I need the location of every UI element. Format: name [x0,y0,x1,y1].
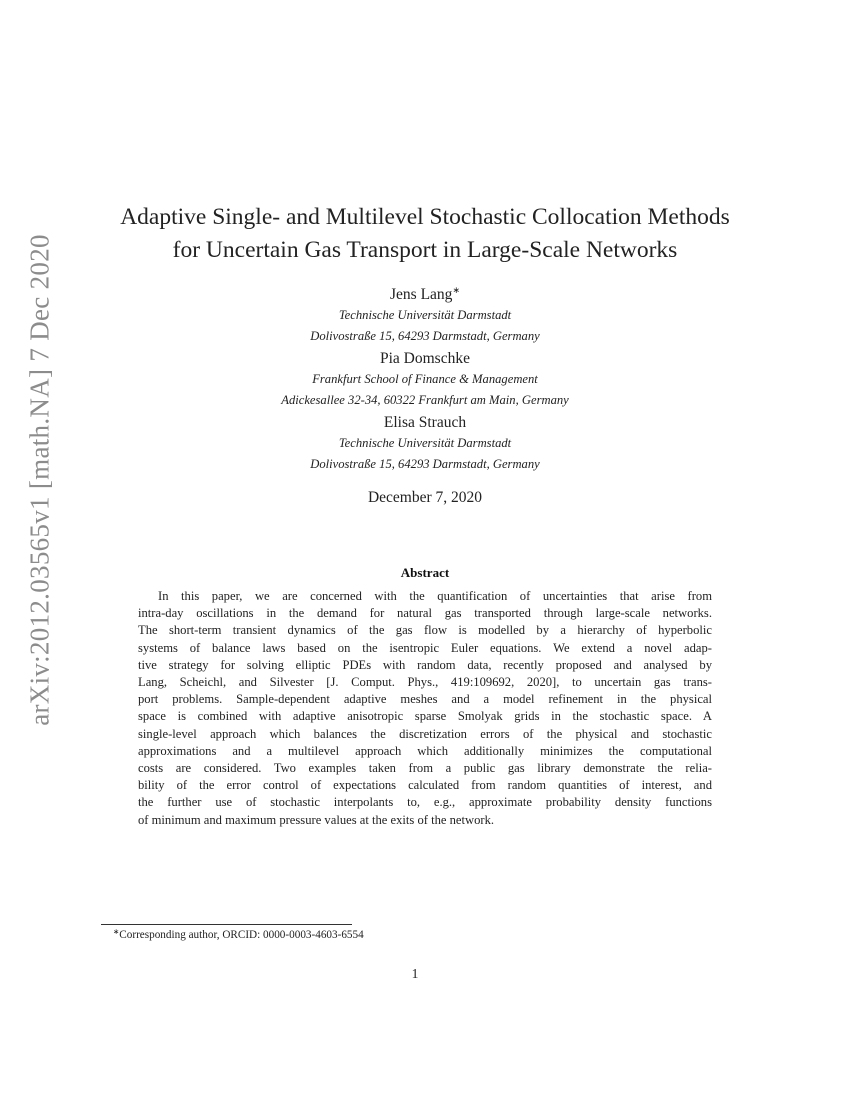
abstract-line: systems of balance laws based on the isentropic Euler equations. We extend a novel adap- [138,640,712,655]
abstract-line: of minimum and maximum pressure values at the exits of the network. [138,812,495,827]
author-address: Adickesallee 32-34, 60322 Frankfurt am Main, Germany [281,393,569,407]
title-line: for Uncertain Gas Transport in Large-Scale Networks [172,237,678,263]
author-address: Dolivostraße 15, 64293 Darmstadt, Germany [310,457,540,471]
footnote-marker: ∗ [452,285,460,295]
abstract-line: port problems. Sample-dependent adaptive meshes and a model refinement in the physical [138,692,712,707]
abstract-line: costs are considered. Two examples taken from a public gas library demonstrate the relia- [138,761,712,776]
paper-title [100,201,750,267]
publication-date: December 7, 2020 [367,489,483,506]
abstract-line: bility of the error control of expectations calculated from random quantities of interest, and [138,778,712,793]
author-name: Jens Lang [390,286,453,303]
title-line: Adaptive Single- and Multilevel Stochastic Collocation Methods [120,204,730,230]
abstract-line: intra-day oscillations in the demand for natural gas transported through large-scale networks. [138,606,712,621]
footnote-divider [101,924,352,925]
author-affiliation: Technische Universität Darmstadt [338,308,512,322]
author-list [150,284,700,476]
author-affiliation: Technische Universität Darmstadt [338,436,512,450]
footnote-text: Corresponding author, ORCID: 0000-0003-4603-6554 [119,929,364,941]
footnote-marker: ∗ [113,927,120,936]
author-name: Elisa Strauch [383,414,467,431]
abstract-line: Lang, Scheichl, and Silvester [J. Comput. Phys., 419:109692, 2020], to uncertain gas trans- [138,675,712,690]
arxiv-watermark [17,234,62,726]
abstract-line: The short-term transient dynamics of the gas flow is modelled by a hierarchy of hyperbolic [138,623,712,638]
footnote [113,929,613,941]
abstract-line: approximations and a multilevel approach which additionally minimizes the computational [138,743,712,758]
author-entry [150,284,700,347]
author-affiliation: Frankfurt School of Finance & Management [312,372,538,386]
abstract-line: space is combined with adaptive anisotropic sparse Smolyak grids in the stochastic space. A [138,709,712,724]
arxiv-identifier: arXiv:2012.03565v1 [math.NA] 7 Dec 2020 [24,234,54,726]
author-entry [150,348,700,411]
abstract-line: In this paper, we are concerned with the quantification of uncertainties that arise from [158,589,712,603]
author-entry [150,412,700,475]
abstract-line: single-level approach which balances the discretization errors of the physical and stochastic [138,726,712,741]
abstract-line: the further use of stochastic interpolants to, e.g., approximate probability density functions [138,795,712,810]
page-number: 1 [411,966,419,981]
author-name: Pia Domschke [380,350,470,367]
abstract-body [138,588,712,829]
author-address: Dolivostraße 15, 64293 Darmstadt, Germany [310,329,540,343]
abstract-heading: Abstract [400,565,450,580]
abstract-line: tive strategy for solving elliptic PDEs with random data, recently proposed and analysed by [138,657,712,672]
